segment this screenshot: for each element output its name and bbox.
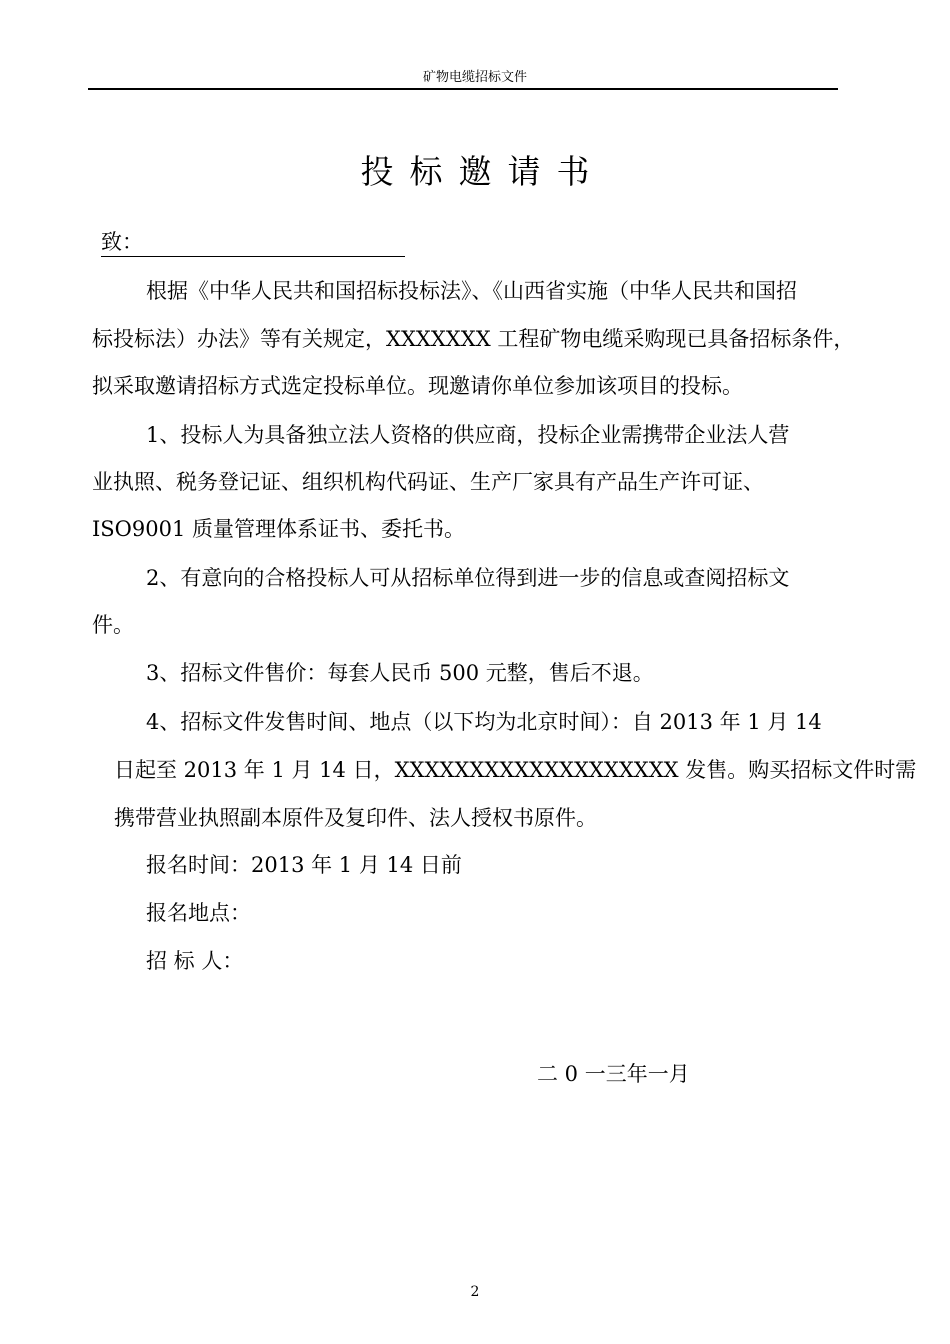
item2-line-2: 件。 [92,613,134,637]
item4-line-2: 日起至 2013 年 1 月 14 日，XXXXXXXXXXXXXXXXXXX 发售。购买招标文件时需 [114,758,917,782]
page-number: 2 [470,1284,480,1300]
item2-line-1: 2、有意向的合格投标人可从招标单位得到进一步的信息或查阅招标文 [146,566,790,590]
tenderer-label: 招 标 人： [146,949,244,973]
item4-line-3: 携带营业执照副本原件及复印件、法人授权书原件。 [114,806,597,830]
running-header: 矿物电缆招标文件 [422,70,527,85]
item4-line-1: 4、招标文件发售时间、地点（以下均为北京时间）：自 2013 年 1 月 14 [146,710,822,734]
item1-line-3: ISO9001 质量管理体系证书、委托书。 [92,517,466,541]
item3-line-1: 3、招标文件售价：每套人民币 500 元整，售后不退。 [146,661,654,685]
item1-line-1: 1、投标人为具备独立法人资格的供应商，投标企业需携带企业法人营 [146,423,790,447]
registration-place: 报名地点： [146,901,251,925]
addressee-label: 致： [101,230,143,254]
intro-line-2: 标投标法）办法》等有关规定，XXXXXXX 工程矿物电缆采购现已具备招标条件， [92,327,855,351]
header-rule [88,88,838,90]
registration-time: 报名时间：2013 年 1 月 14 日前 [146,853,462,877]
intro-line-3: 拟采取邀请招标方式选定投标单位。现邀请你单位参加该项目的投标。 [92,374,743,398]
item1-line-2: 业执照、税务登记证、组织机构代码证、生产厂家具有产品生产许可证、 [92,470,764,494]
intro-line-1: 根据《中华人民共和国招标投标法》、《山西省实施（中华人民共和国招 [146,279,797,303]
issue-date: 二 0 一三年一月 [537,1062,690,1086]
addressee-blank-line [101,256,405,257]
document-title: 投标邀请书 [360,152,606,191]
